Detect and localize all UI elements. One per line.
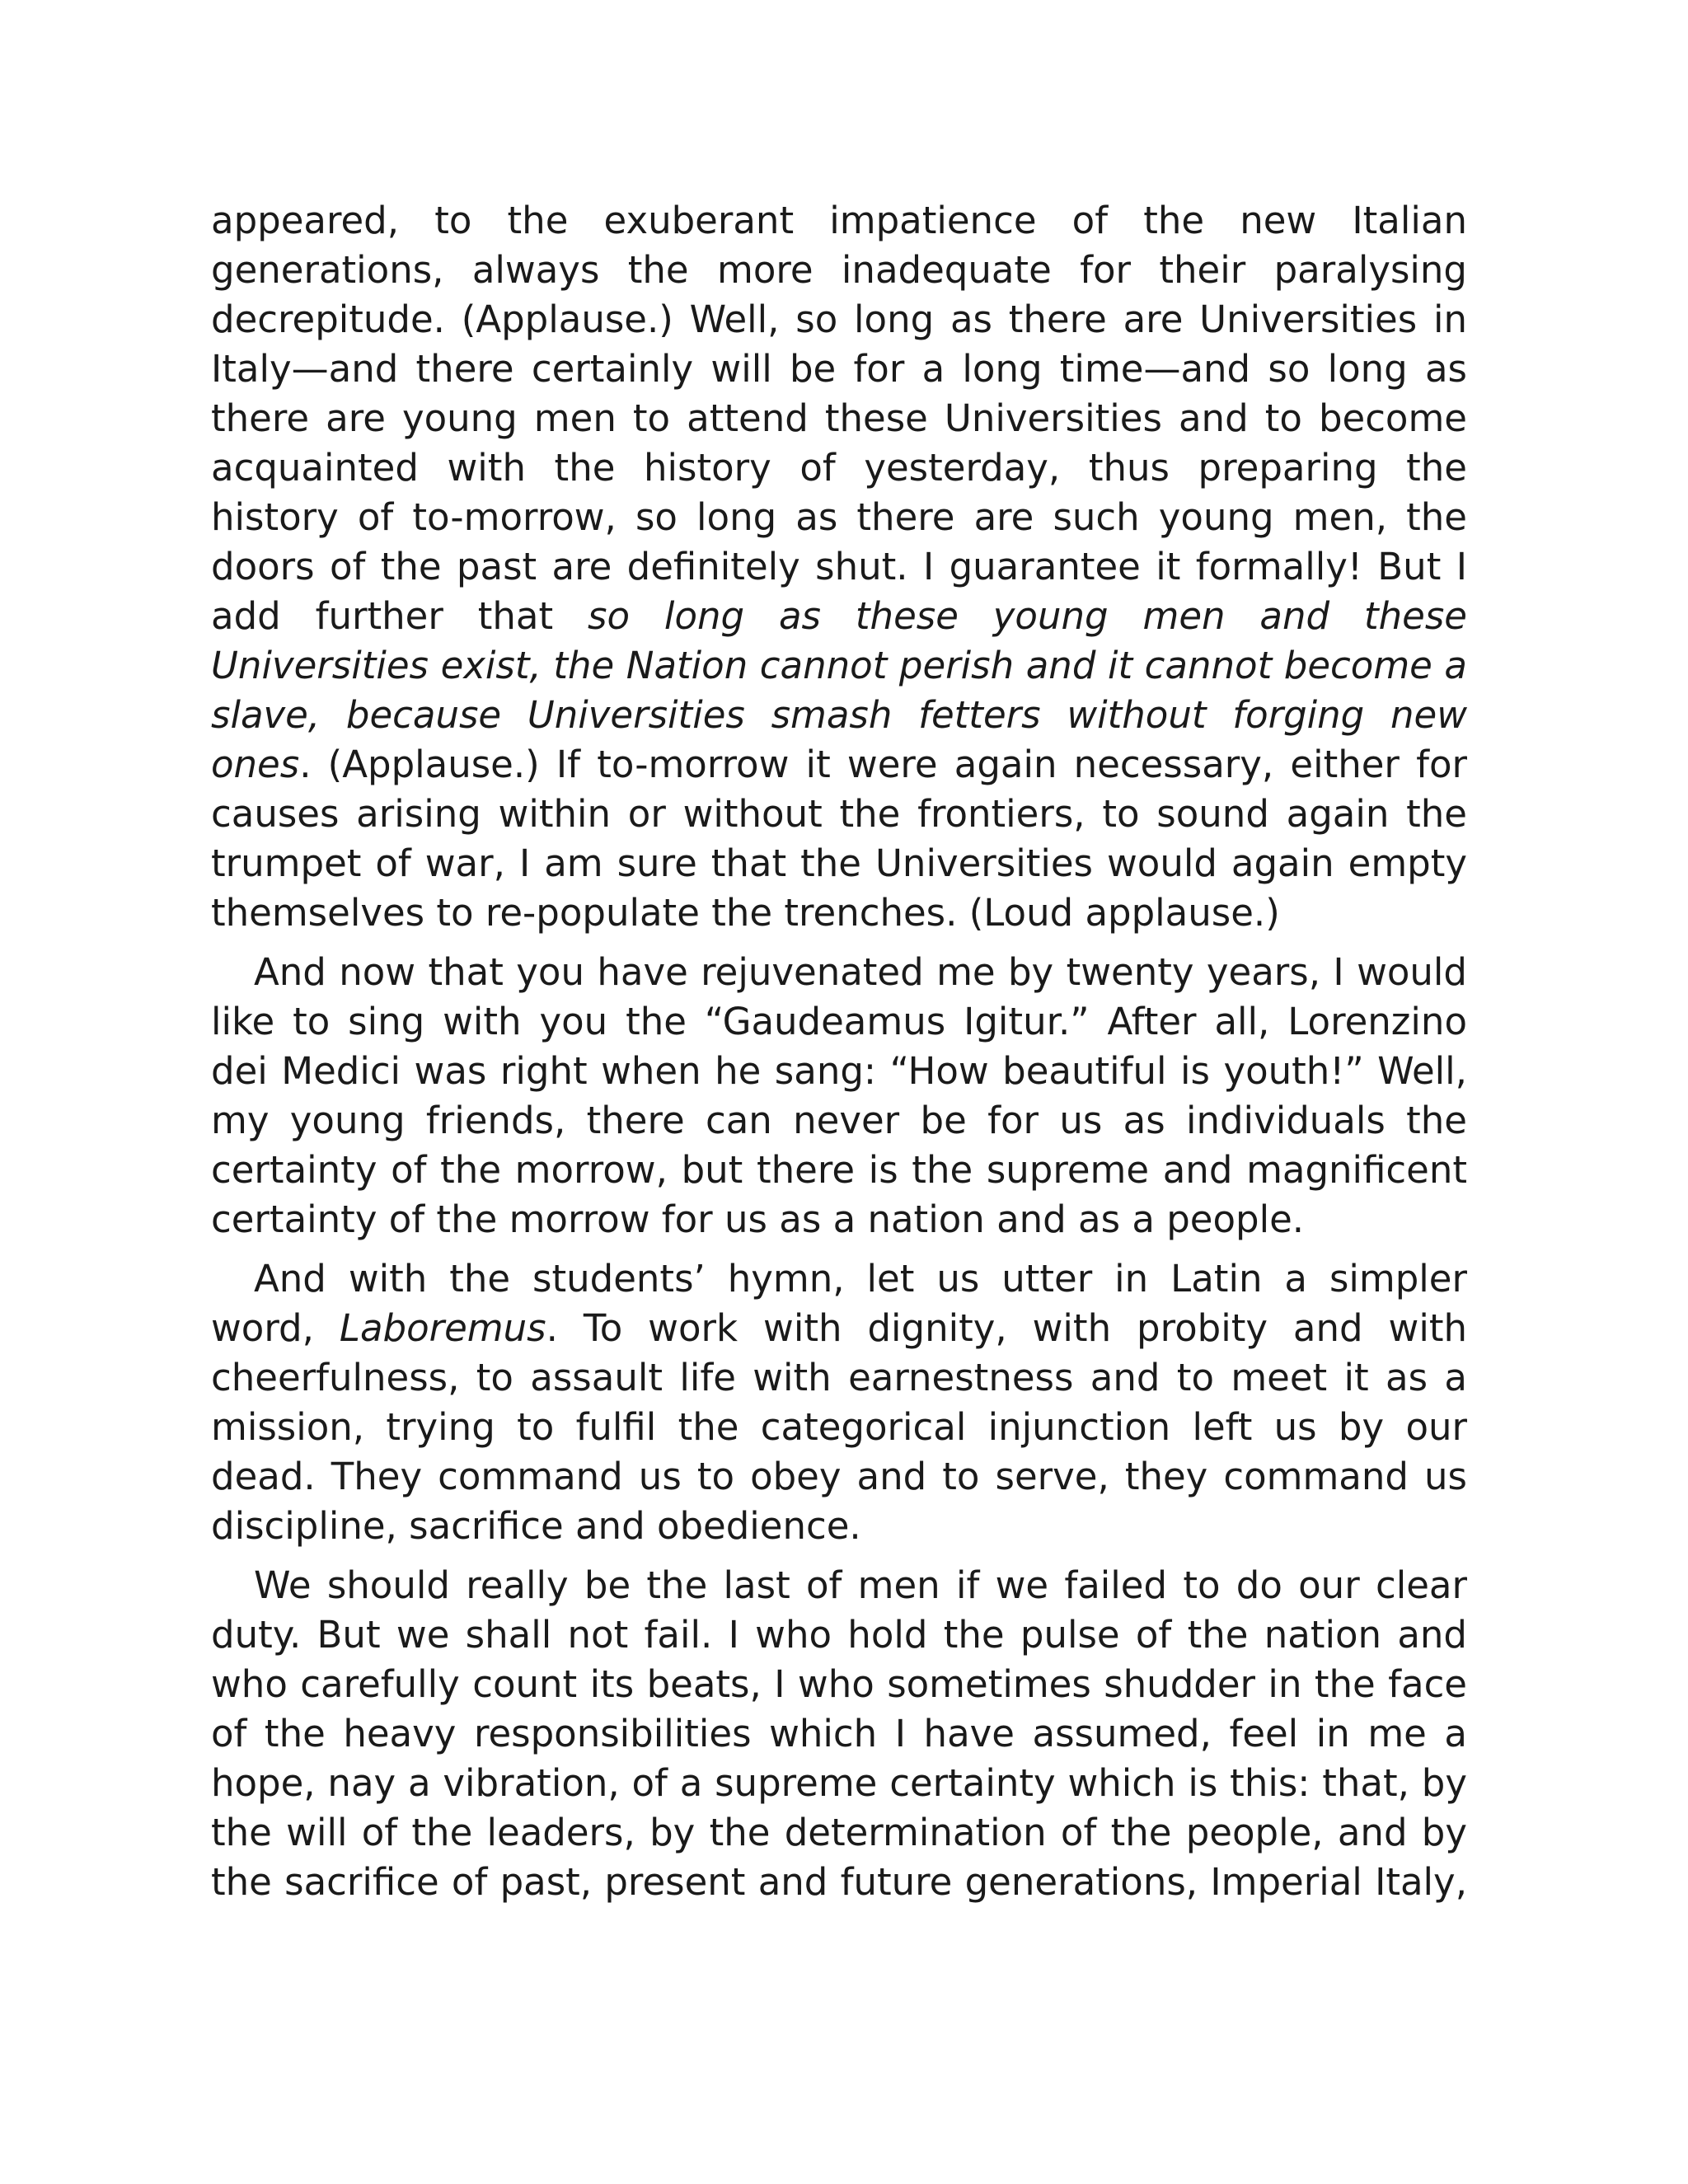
body-text xyxy=(211,196,1467,1917)
paragraph-4 xyxy=(211,1561,1467,1907)
paragraph-1 xyxy=(211,196,1467,938)
text-run: We should really be the last of men if we failed to do our clear duty. But we shall not fail. I who hold the pulse of the nation and who carefully count its beats, I who sometimes shudder in the face of the heavy responsibilities which I have assumed, feel in me a hope, nay a vibration, of a supreme certainty which is this: that, by the will of the leaders, by the determination of the people, and by the sacrifice of past, present and future generations, Imperial Italy, xyxy=(211,1563,1467,1904)
italic-text-run: Laboremus xyxy=(339,1306,546,1350)
text-run: And now that you have rejuvenated me by twenty years, I would like to sing with you the “Gaudeamus Igitur.” After all, Lorenzino dei Medici was right when he sang: “How beautiful is youth!” Well, my young friends, there can never be for us as individuals the certainty of the morrow, but there is the supreme and magnificent certainty of the morrow for us as a nation and as a people. xyxy=(211,950,1467,1241)
text-run: . (Applause.) If to-morrow it were again necessary, either for causes arising within or without the frontiers, to sound again the trumpet of war, I am sure that the Universities would again empty themselves to re-populate the trenches. (Loud applause.) xyxy=(211,743,1467,935)
italic-text-run: so long as these young men and these Universities exist, the Nation cannot perish and it cannot become a slave, because Universities smash fetters without forging new ones xyxy=(211,594,1467,786)
text-run: . To work with dignity, with probity and with cheerfulness, to assault life with earnestness and to meet it as a mission, trying to fulfil the categorical injunction left us by our dead. They command us to obey and to serve, they command us discipline, sacrifice and obedience. xyxy=(211,1306,1468,1548)
text-run: And with the students’ hymn, let us utter in Latin a simpler word, xyxy=(211,1257,1467,1350)
paragraph-2 xyxy=(211,948,1467,1244)
paragraph-3 xyxy=(211,1254,1467,1551)
text-run: appeared, to the exuberant impatience of the new Italian generations, always the more inadequate for their paralysing decrepitude. (Applause.) Well, so long as there are Universities in Italy—and there certainly will be for a long time—and so long as there are young men to attend these Universities and to become acquainted with the history of yesterday, thus preparing the history of to-morrow, so long as there are such young men, the doors of the past are definitely shut. I guarantee it formally! But I add further that xyxy=(211,199,1467,638)
